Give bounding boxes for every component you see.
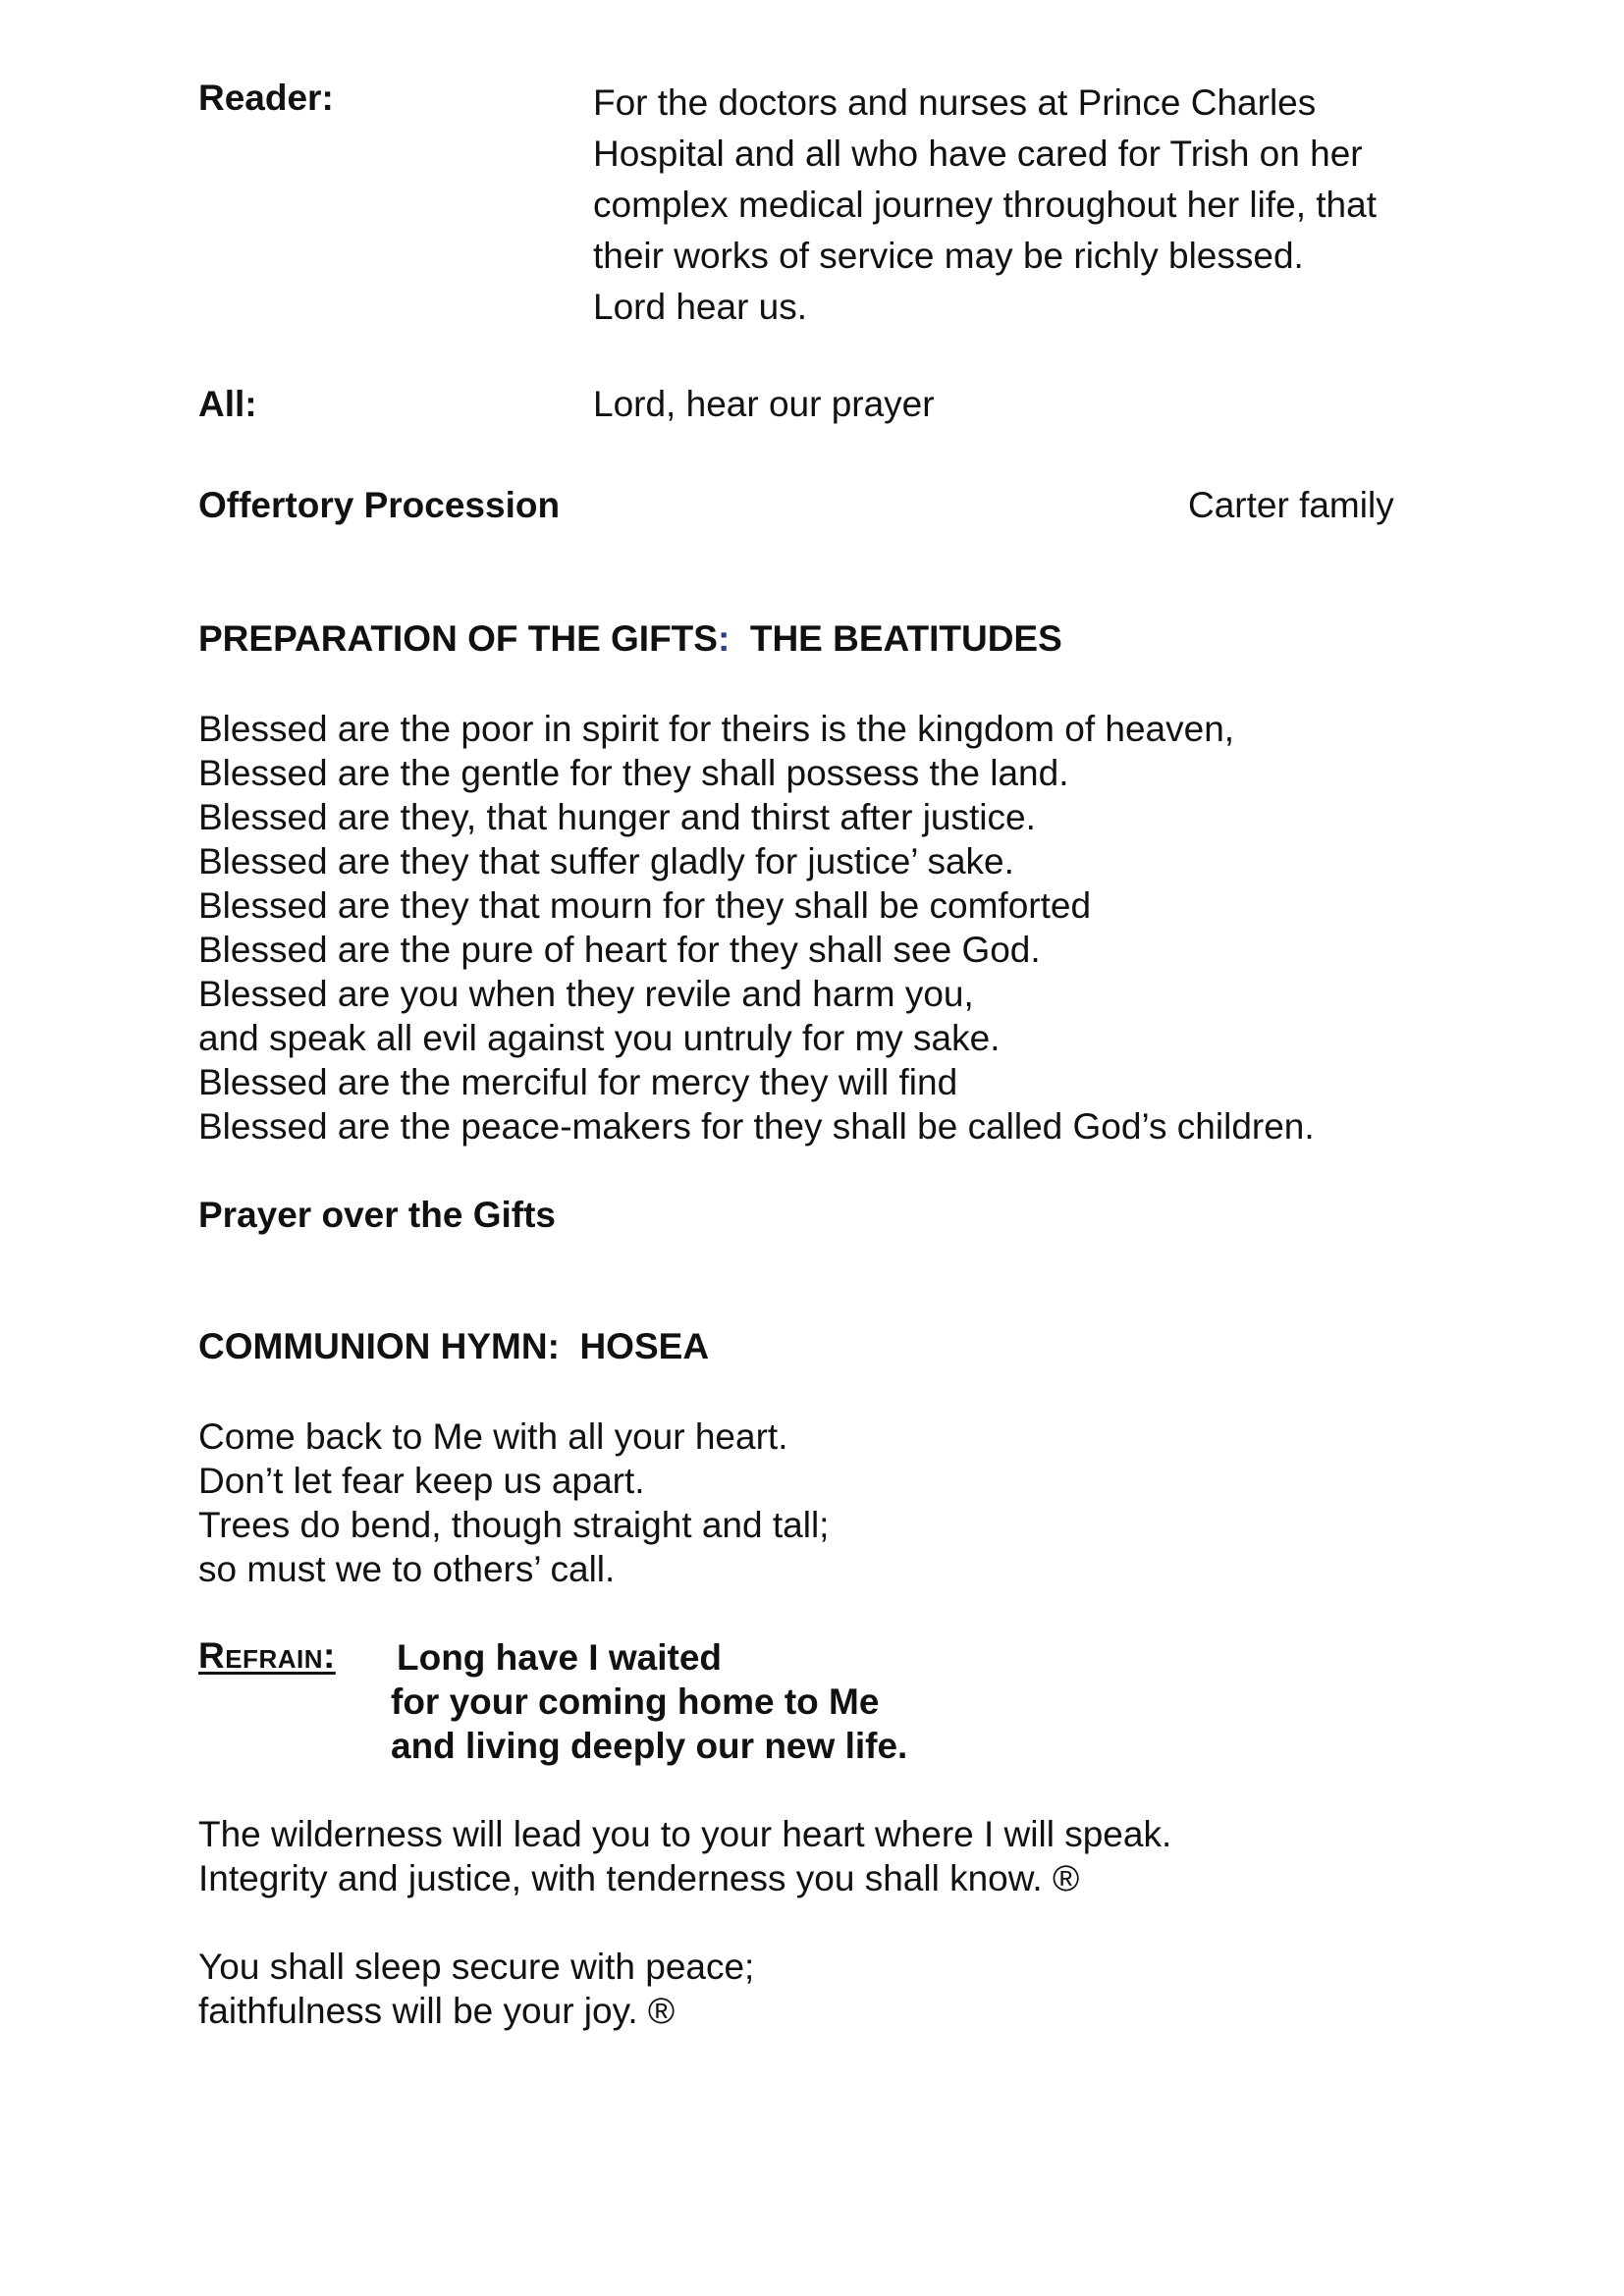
verse-line: Don’t let fear keep us apart.: [198, 1461, 645, 1501]
prayer-over-gifts: Prayer over the Gifts: [198, 1195, 556, 1235]
verse-line: The wilderness will lead you to your heart where I will speak.: [198, 1814, 1172, 1854]
beatitude-line: Blessed are they, that hunger and thirst after justice.: [198, 797, 1036, 837]
beatitude-line: Blessed are the merciful for mercy they will find: [198, 1062, 958, 1102]
communion-verse-3: [198, 1945, 754, 2033]
preparation-heading-colon: :: [717, 618, 731, 659]
reader-line: complex medical journey throughout her life, that: [593, 185, 1377, 225]
verse-line: faithfulness will be your joy. ®: [198, 1991, 676, 2031]
beatitude-line: Blessed are the peace-makers for they shall be called God’s children.: [198, 1106, 1315, 1147]
reader-line: Hospital and all who have cared for Trish on her: [593, 133, 1363, 174]
beatitude-line: Blessed are you when they revile and harm you,: [198, 974, 974, 1014]
verse-line: so must we to others’ call.: [198, 1549, 616, 1589]
beatitude-line: Blessed are the gentle for they shall possess the land.: [198, 753, 1069, 793]
verse-line: Come back to Me with all your heart.: [198, 1416, 788, 1457]
verse-line: Trees do bend, though straight and tall;: [198, 1505, 830, 1545]
refrain-text: [391, 1635, 907, 1768]
reader-label: Reader:: [198, 78, 334, 118]
preparation-heading: [198, 618, 1062, 660]
reader-line: For the doctors and nurses at Prince Charles: [593, 82, 1317, 123]
reader-line: Lord hear us.: [593, 287, 808, 327]
refrain-line: Long have I waited: [397, 1637, 722, 1678]
verse-line: Integrity and justice, with tenderness you shall know. ®: [198, 1858, 1080, 1898]
refrain-line: and living deeply our new life.: [391, 1726, 908, 1766]
beatitudes-text: [198, 707, 1315, 1148]
preparation-heading-right: THE BEATITUDES: [749, 618, 1062, 659]
beatitude-line: Blessed are the poor in spirit for theirs is the kingdom of heaven,: [198, 709, 1235, 749]
offertory-title: Offertory Procession: [198, 485, 561, 525]
verse-line: You shall sleep secure with peace;: [198, 1947, 755, 1987]
communion-verse-1: [198, 1415, 829, 1591]
beatitude-line: and speak all evil against you untruly for my sake.: [198, 1018, 1001, 1058]
beatitude-line: Blessed are the pure of heart for they shall see God.: [198, 930, 1041, 970]
communion-verse-2: [198, 1812, 1171, 1900]
all-response: Lord, hear our prayer: [593, 384, 935, 424]
preparation-heading-left: PREPARATION OF THE GIFTS: [198, 618, 718, 659]
offertory-by: Carter family: [1188, 485, 1394, 525]
beatitude-line: Blessed are they that mourn for they shall be comforted: [198, 885, 1092, 926]
refrain-line: for your coming home to Me: [391, 1682, 880, 1722]
reader-line: their works of service may be richly blessed.: [593, 236, 1304, 276]
all-label: All:: [198, 384, 257, 424]
reader-text: [593, 78, 1377, 333]
communion-heading: COMMUNION HYMN: HOSEA: [198, 1326, 710, 1366]
beatitude-line: Blessed are they that suffer gladly for justice’ sake.: [198, 841, 1014, 881]
refrain-label: Refrain:: [198, 1635, 336, 1676]
